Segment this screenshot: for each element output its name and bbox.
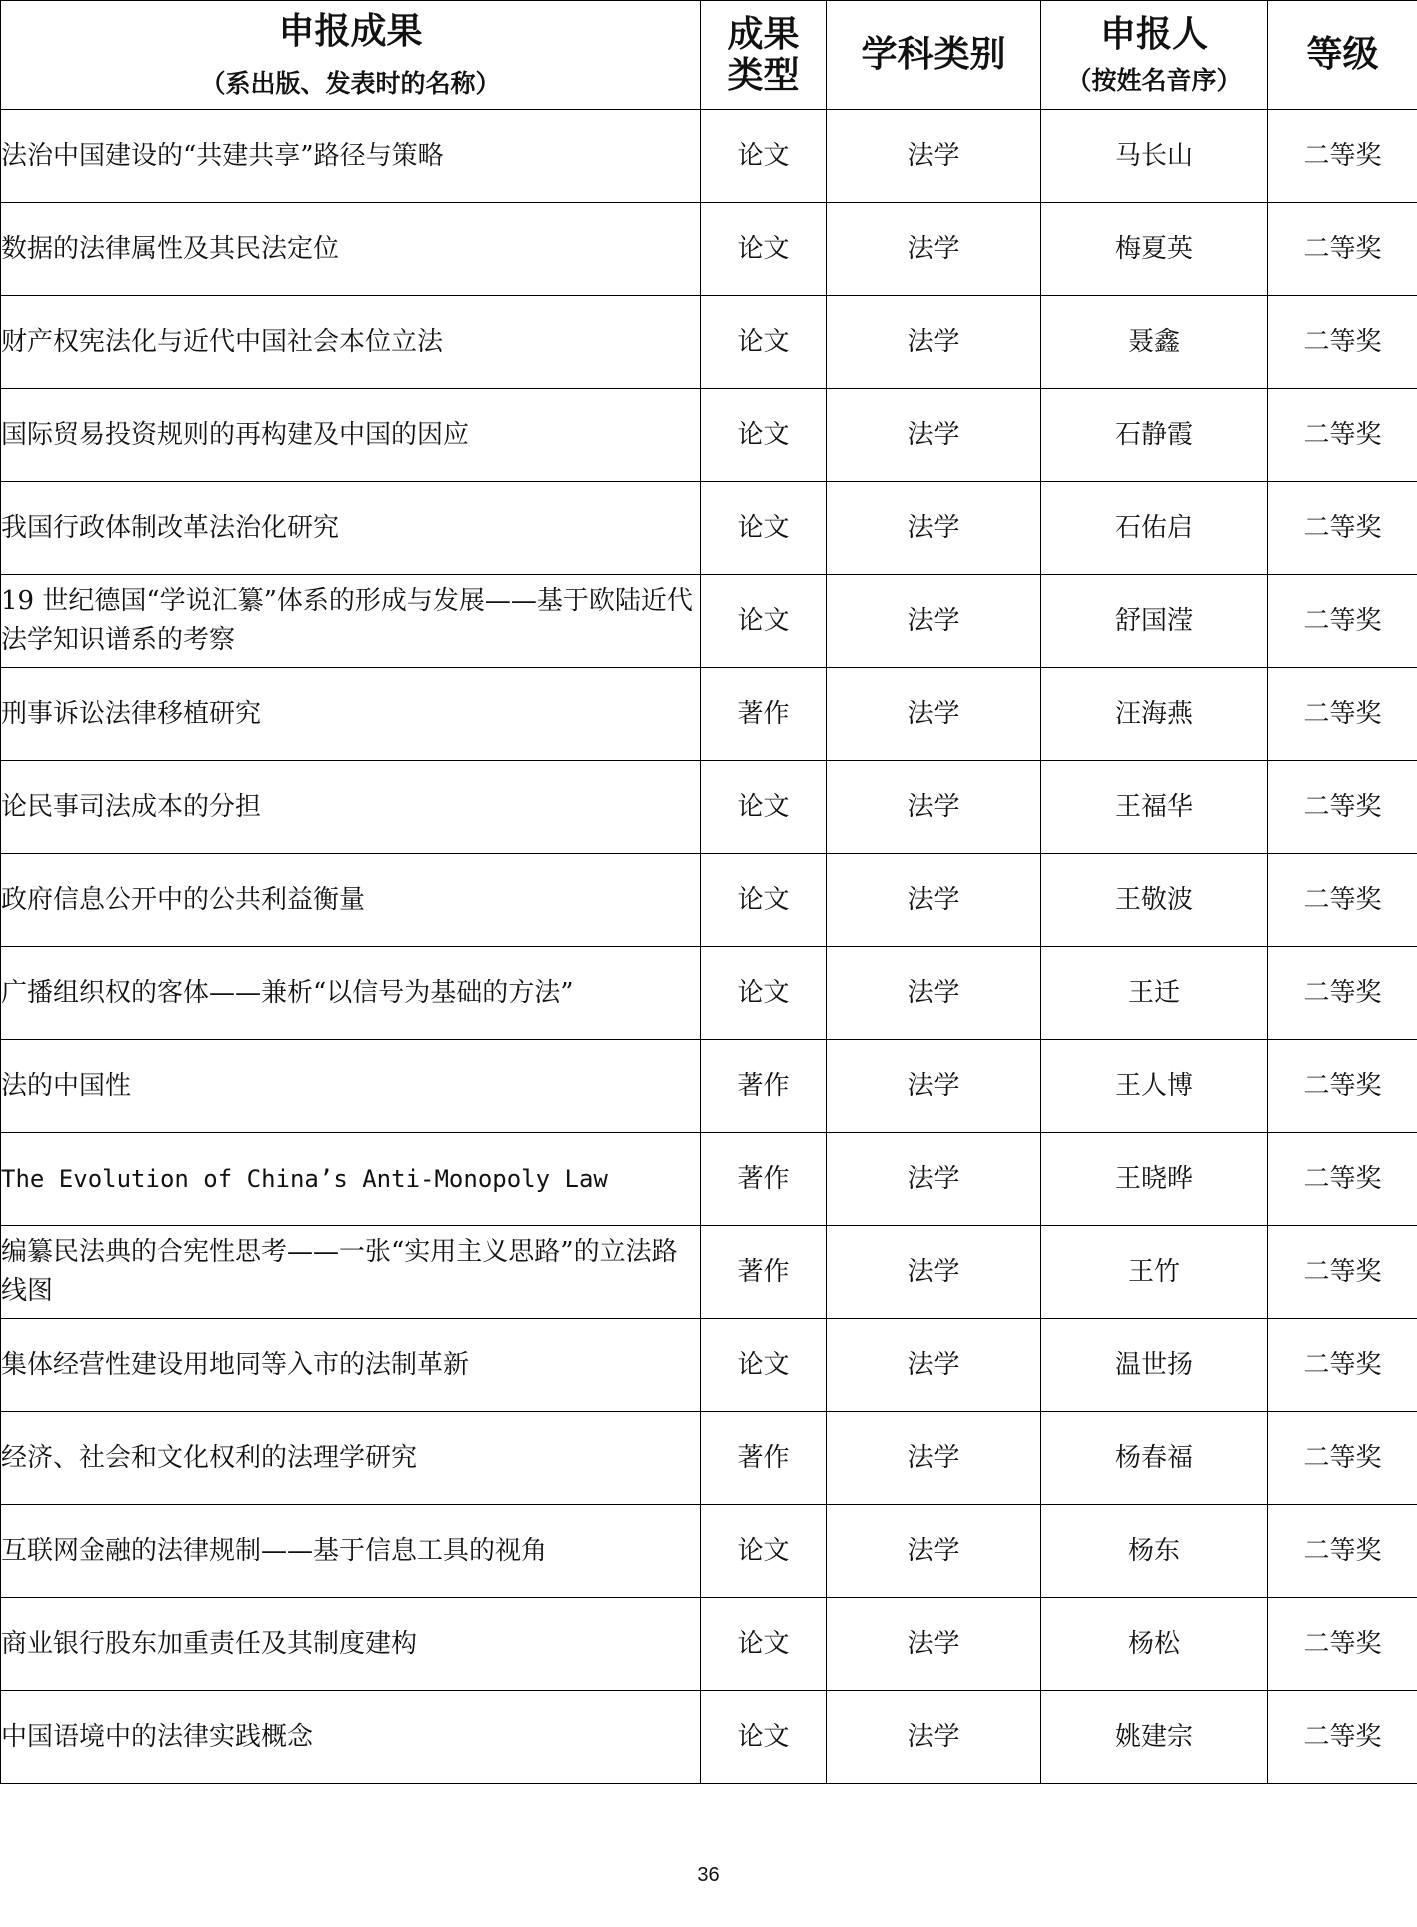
title-cell: 编纂民法典的合宪性思考——一张“实用主义思路”的立法路线图	[1, 1226, 701, 1319]
applicant-cell: 聂鑫	[1041, 296, 1268, 389]
table-row	[1, 1226, 1417, 1319]
applicant-cell: 温世扬	[1041, 1319, 1268, 1412]
discipline-cell: 法学	[827, 854, 1041, 947]
type-cell: 著作	[701, 668, 827, 761]
type-cell: 著作	[701, 1226, 827, 1319]
title-cell: 数据的法律属性及其民法定位	[1, 203, 701, 296]
title-cell: 广播组织权的客体——兼析“以信号为基础的方法”	[1, 947, 701, 1040]
discipline-cell: 法学	[827, 1319, 1041, 1412]
title-cell: 财产权宪法化与近代中国社会本位立法	[1, 296, 701, 389]
type-cell: 论文	[701, 389, 827, 482]
discipline-cell: 法学	[827, 1598, 1041, 1691]
grade-cell: 二等奖	[1268, 1319, 1417, 1412]
title-cell: 刑事诉讼法律移植研究	[1, 668, 701, 761]
header-row	[1, 1, 1417, 110]
applicant-cell: 杨松	[1041, 1598, 1268, 1691]
title-cell: 论民事司法成本的分担	[1, 761, 701, 854]
applicant-cell: 姚建宗	[1041, 1691, 1268, 1784]
header-type-line2: 类型	[727, 55, 800, 96]
applicant-cell: 梅夏英	[1041, 203, 1268, 296]
grade-cell: 二等奖	[1268, 1226, 1417, 1319]
type-cell: 论文	[701, 1598, 827, 1691]
discipline-cell: 法学	[827, 1412, 1041, 1505]
header-grade-main: 等级	[1306, 34, 1379, 76]
grade-cell: 二等奖	[1268, 761, 1417, 854]
grade-cell: 二等奖	[1268, 1412, 1417, 1505]
applicant-cell: 王敬波	[1041, 854, 1268, 947]
grade-cell: 二等奖	[1268, 296, 1417, 389]
title-cell: 法治中国建设的“共建共享”路径与策略	[1, 110, 701, 203]
header-title	[1, 1, 701, 110]
table-row	[1, 1412, 1417, 1505]
title-cell: 法的中国性	[1, 1040, 701, 1133]
grade-cell: 二等奖	[1268, 1133, 1417, 1226]
table-row	[1, 1505, 1417, 1598]
table-row	[1, 854, 1417, 947]
discipline-cell: 法学	[827, 947, 1041, 1040]
discipline-cell: 法学	[827, 761, 1041, 854]
title-cell: 19 世纪德国“学说汇纂”体系的形成与发展——基于欧陆近代法学知识谱系的考察	[1, 575, 701, 668]
title-cell: 集体经营性建设用地同等入市的法制革新	[1, 1319, 701, 1412]
applicant-cell: 石佑启	[1041, 482, 1268, 575]
table-body	[1, 110, 1417, 1784]
discipline-cell: 法学	[827, 389, 1041, 482]
header-discipline	[827, 1, 1041, 110]
discipline-cell: 法学	[827, 1040, 1041, 1133]
table-row	[1, 1040, 1417, 1133]
type-cell: 论文	[701, 761, 827, 854]
grade-cell: 二等奖	[1268, 110, 1417, 203]
table-row	[1, 1598, 1417, 1691]
table-row	[1, 947, 1417, 1040]
discipline-cell: 法学	[827, 110, 1041, 203]
type-cell: 论文	[701, 1319, 827, 1412]
header-type-line1: 成果	[727, 13, 800, 55]
grade-cell: 二等奖	[1268, 1691, 1417, 1784]
title-cell: 国际贸易投资规则的再构建及中国的因应	[1, 389, 701, 482]
table-row	[1, 389, 1417, 482]
type-cell: 论文	[701, 1505, 827, 1598]
grade-cell: 二等奖	[1268, 668, 1417, 761]
header-title-main: 申报成果	[278, 10, 423, 52]
table-row	[1, 1691, 1417, 1784]
table-row	[1, 575, 1417, 668]
applicant-cell: 马长山	[1041, 110, 1268, 203]
applicant-cell: 杨春福	[1041, 1412, 1268, 1505]
type-cell: 著作	[701, 1412, 827, 1505]
discipline-cell: 法学	[827, 575, 1041, 668]
title-cell: 政府信息公开中的公共利益衡量	[1, 854, 701, 947]
applicant-cell: 王人博	[1041, 1040, 1268, 1133]
title-cell: 中国语境中的法律实践概念	[1, 1691, 701, 1784]
type-cell: 论文	[701, 482, 827, 575]
grade-cell: 二等奖	[1268, 389, 1417, 482]
applicant-cell: 王竹	[1041, 1226, 1268, 1319]
page-number: 36	[697, 1864, 720, 1886]
table-row	[1, 1319, 1417, 1412]
type-cell: 论文	[701, 110, 827, 203]
table-row	[1, 203, 1417, 296]
type-cell: 著作	[701, 1133, 827, 1226]
type-cell: 著作	[701, 1040, 827, 1133]
title-cell: 互联网金融的法律规制——基于信息工具的视角	[1, 1505, 701, 1598]
title-cell: 我国行政体制改革法治化研究	[1, 482, 701, 575]
grade-cell: 二等奖	[1268, 1040, 1417, 1133]
table-row	[1, 482, 1417, 575]
type-cell: 论文	[701, 575, 827, 668]
header-grade	[1268, 1, 1417, 110]
header-applicant	[1041, 1, 1268, 110]
header-discipline-main: 学科类别	[861, 34, 1006, 76]
applicant-cell: 汪海燕	[1041, 668, 1268, 761]
grade-cell: 二等奖	[1268, 1598, 1417, 1691]
applicant-cell: 王福华	[1041, 761, 1268, 854]
type-cell: 论文	[701, 854, 827, 947]
grade-cell: 二等奖	[1268, 575, 1417, 668]
table-row	[1, 761, 1417, 854]
table-row	[1, 668, 1417, 761]
table-row	[1, 296, 1417, 389]
grade-cell: 二等奖	[1268, 854, 1417, 947]
title-cell: 商业银行股东加重责任及其制度建构	[1, 1598, 701, 1691]
type-cell: 论文	[701, 947, 827, 1040]
discipline-cell: 法学	[827, 1133, 1041, 1226]
title-cell: 经济、社会和文化权利的法理学研究	[1, 1412, 701, 1505]
table-row	[1, 1133, 1417, 1226]
discipline-cell: 法学	[827, 296, 1041, 389]
title-cell: The Evolution of China’s Anti-Monopoly Law	[1, 1133, 701, 1226]
type-cell: 论文	[701, 296, 827, 389]
header-applicant-main: 申报人	[1099, 13, 1208, 55]
grade-cell: 二等奖	[1268, 1505, 1417, 1598]
discipline-cell: 法学	[827, 482, 1041, 575]
applicant-cell: 王晓晔	[1041, 1133, 1268, 1226]
applicant-cell: 王迁	[1041, 947, 1268, 1040]
grade-cell: 二等奖	[1268, 947, 1417, 1040]
applicant-cell: 舒国滢	[1041, 575, 1268, 668]
header-title-sub: （系出版、发表时的名称）	[200, 69, 501, 99]
discipline-cell: 法学	[827, 668, 1041, 761]
type-cell: 论文	[701, 1691, 827, 1784]
discipline-cell: 法学	[827, 203, 1041, 296]
discipline-cell: 法学	[827, 1226, 1041, 1319]
table-row	[1, 110, 1417, 203]
discipline-cell: 法学	[827, 1691, 1041, 1784]
applicant-cell: 石静霞	[1041, 389, 1268, 482]
grade-cell: 二等奖	[1268, 482, 1417, 575]
header-type	[701, 1, 827, 110]
grade-cell: 二等奖	[1268, 203, 1417, 296]
header-applicant-sub: （按姓名音序）	[1066, 66, 1242, 96]
discipline-cell: 法学	[827, 1505, 1041, 1598]
applicant-cell: 杨东	[1041, 1505, 1268, 1598]
type-cell: 论文	[701, 203, 827, 296]
